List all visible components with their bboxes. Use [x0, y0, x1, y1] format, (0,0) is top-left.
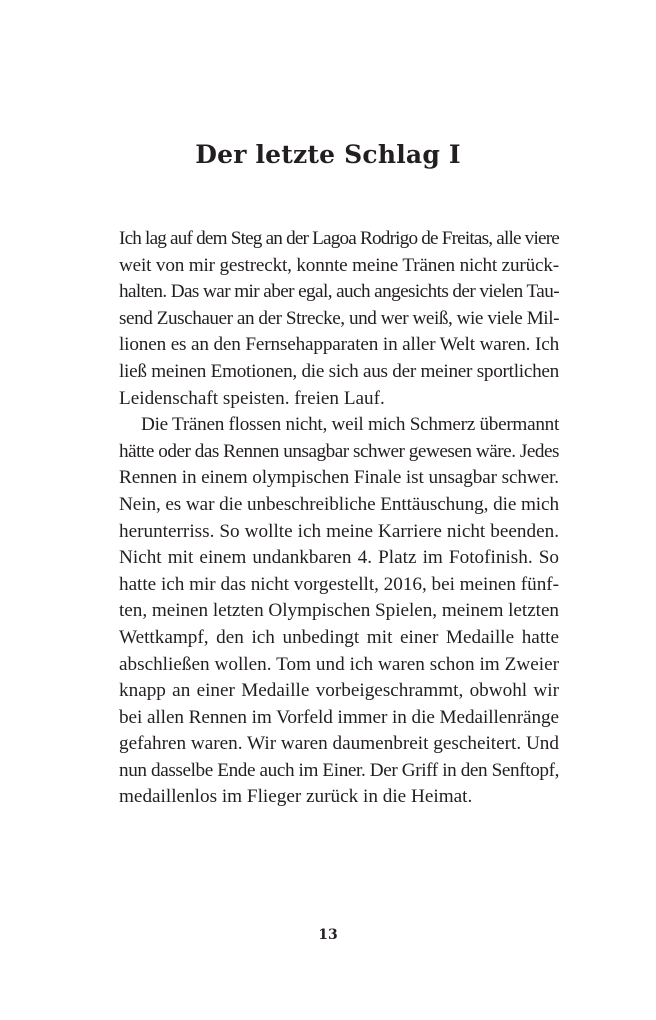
text-line: ten, meinen letzten Olympischen Spielen, meinem letzten [119, 600, 559, 622]
text-line: Die Tränen flossen nicht, weil mich Schmerz übermannt [141, 414, 560, 436]
paragraph-2 [119, 412, 559, 811]
text-line: Rennen in einem olympischen Finale ist unsagbar schwer. [119, 467, 559, 489]
text-line: Nein, es war die unbeschreibliche Enttäuschung, die mich [119, 493, 559, 515]
text-line: hatte ich mir das nicht vorgestellt, 2016, bei meinen fünf- [119, 573, 559, 595]
text-line: Leidenschaft speisten. freien Lauf. [119, 387, 385, 409]
text-line: ließ meinen Emotionen, die sich aus der meiner sportlichen [119, 360, 559, 382]
text-line: Nicht mit einem undankbaren 4. Platz im Fotofinish. So [119, 547, 559, 569]
paragraph-1 [119, 226, 559, 412]
text-line: bei allen Rennen im Vorfeld immer in die Medaillenränge [119, 706, 559, 728]
text-line: herunterriss. So wollte ich meine Karriere nicht beenden. [119, 520, 559, 542]
text-line: gefahren waren. Wir waren daumenbreit gescheitert. Und [119, 733, 559, 755]
text-line: abschließen wollen. Tom und ich waren schon im Zweier [119, 653, 559, 675]
text-line: lionen es an den Fernsehapparaten in aller Welt waren. Ich [119, 334, 560, 356]
text-line: hätte oder das Rennen unsagbar schwer gewesen wäre. Jedes [119, 440, 559, 462]
text-line: nun dasselbe Ende auch im Einer. Der Griff in den Senftopf, [119, 759, 559, 781]
text-line: Ich lag auf dem Steg an der Lagoa Rodrigo de Freitas, alle viere [119, 228, 559, 249]
text-line: Wettkampf, den ich unbedingt mit einer Medaille hatte [119, 626, 559, 648]
text-line: send Zuschauer an der Strecke, und wer weiß, wie viele Mil- [119, 307, 560, 329]
chapter-title: Der letzte Schlag I [195, 140, 461, 169]
body-text [119, 226, 559, 811]
text-line: medaillenlos im Flieger zurück in die Heimat. [119, 786, 473, 808]
text-line: halten. Das war mir aber egal, auch angesichts der vielen Tau- [119, 281, 560, 303]
text-line: weit von mir gestreckt, konnte meine Tränen nicht zurück- [119, 254, 559, 276]
page-number: 13 [318, 927, 338, 943]
text-line: knapp an einer Medaille vorbeigeschrammt, obwohl wir [119, 680, 559, 702]
